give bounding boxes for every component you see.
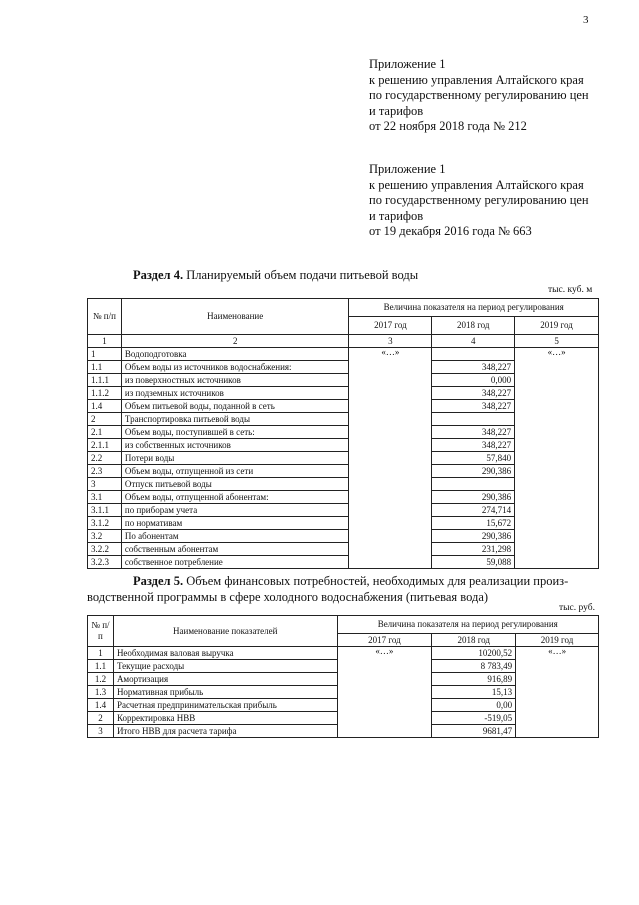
row-num: 1 [88,348,122,361]
appendix-line: к решению управления Алтайского края [369,177,584,192]
row-name: Текущие расходы [113,660,337,673]
row-num: 2.1 [88,426,122,439]
appendix-line: от 19 декабря 2016 года № 663 [369,224,532,238]
header-2018: 2018 год [432,634,516,647]
value-2017: «…» [337,647,432,738]
value-2018: 15,13 [432,686,516,699]
row-num: 1.1 [88,361,122,374]
appendix-line: по государственному регулированию цен [369,193,589,207]
section4-title-bold: Раздел 4. [133,268,184,282]
value-2018 [432,348,515,361]
row-num: 3.1.2 [88,517,122,530]
row-name: по приборам учета [121,504,349,517]
row-num: 3.2.3 [88,556,122,569]
row-name: Необходимая валовая выручка [113,647,337,660]
value-2018 [432,478,515,491]
appendix-line: и тарифов [369,103,424,118]
value-2018: 290,386 [432,491,515,504]
row-name: Объем питьевой воды, поданной в сеть [121,400,349,413]
value-2019: «…» [515,348,599,569]
row-name: Объем воды, отпущенной абонентам: [121,491,349,504]
section5-title-line2: водственной программы в сфере холодного водоснабжения (питьевая вода) [87,590,489,604]
value-2018: 10200,52 [432,647,516,660]
row-num: 2.1.1 [88,439,122,452]
row-num: 1.2 [88,673,114,686]
value-2018: 0,000 [432,374,515,387]
row-name: Объем воды из источников водоснабжения: [121,361,349,374]
row-name: Корректировка НВВ [113,712,337,725]
row-name: из поверхностных источников [121,374,349,387]
page-number: 3 [583,14,589,26]
col-number: 4 [432,335,515,348]
section5-table [87,615,599,738]
row-name: Расчетная предпринимательская прибыль [113,699,337,712]
value-2018: 8 783,49 [432,660,516,673]
header-2019: 2019 год [516,634,599,647]
row-num: 1.1.2 [88,387,122,400]
value-2018: 57,840 [432,452,515,465]
header-num: № п/п [88,616,114,647]
row-num: 1.1 [88,660,114,673]
section4-title-text: Планируемый объем подачи питьевой воды [183,268,419,282]
row-name: По абонентам [121,530,349,543]
row-name: Итого НВВ для расчета тарифа [113,725,337,738]
value-2018: 274,714 [432,504,515,517]
row-num: 2 [88,413,122,426]
section4-title [133,267,418,283]
appendix-line: от 22 ноября 2018 года № 212 [369,119,527,133]
row-name: Объем воды, поступившей в сеть: [121,426,349,439]
row-name: Отпуск питьевой воды [121,478,349,491]
row-num: 2 [88,712,114,725]
value-2018: 9681,47 [432,725,516,738]
section5-title-bold: Раздел 5. [133,574,184,588]
appendix-header-2016 [369,162,589,240]
row-num: 1.3 [88,686,114,699]
row-num: 1.4 [88,400,122,413]
row-name: из собственных источников [121,439,349,452]
row-num: 2.3 [88,465,122,478]
section5-title-text: Объем финансовых потребностей, необходимых для реализации произ- [183,574,569,588]
value-2017: «…» [349,348,432,569]
appendix-line: Приложение 1 [369,57,446,71]
value-2018: 290,386 [432,530,515,543]
row-num: 3.2.2 [88,543,122,556]
header-name: Наименование [121,299,349,335]
row-name: собственное потребление [121,556,349,569]
row-name: Амортизация [113,673,337,686]
header-num: № п/п [88,299,122,335]
row-name: из подземных источников [121,387,349,400]
value-2018: 231,298 [432,543,515,556]
section5-unit: тыс. руб. [559,603,595,613]
section4-table [87,298,599,569]
col-number: 5 [515,335,599,348]
value-2018: -519,05 [432,712,516,725]
row-name: по нормативам [121,517,349,530]
value-2018: 348,227 [432,400,515,413]
row-name: Объем воды, отпущенной из сети [121,465,349,478]
header-2018: 2018 год [432,317,515,335]
appendix-header-2018 [369,57,589,135]
value-2018: 916,89 [432,673,516,686]
row-num: 3 [88,478,122,491]
col-number: 2 [121,335,349,348]
row-num: 3.1 [88,491,122,504]
value-2018: 290,386 [432,465,515,478]
value-2018: 59,088 [432,556,515,569]
row-num: 3.2 [88,530,122,543]
value-2018: 348,227 [432,439,515,452]
value-2018: 348,227 [432,387,515,400]
header-2017: 2017 год [337,634,432,647]
header-2019: 2019 год [515,317,599,335]
col-number: 3 [349,335,432,348]
row-name: Нормативная прибыль [113,686,337,699]
row-num: 1.4 [88,699,114,712]
value-2018: 15,672 [432,517,515,530]
row-num: 3.1.1 [88,504,122,517]
value-2018: 348,227 [432,426,515,439]
header-period: Величина показателя на период регулирования [349,299,599,317]
row-num: 2.2 [88,452,122,465]
value-2018: 348,227 [432,361,515,374]
row-num: 1 [88,647,114,660]
row-name: Водоподготовка [121,348,349,361]
appendix-line: Приложение 1 [369,162,446,176]
appendix-line: по государственному регулированию цен [369,88,589,102]
appendix-line: к решению управления Алтайского края [369,72,584,87]
section5-title [87,573,599,605]
value-2019: «…» [516,647,599,738]
row-name: Потери воды [121,452,349,465]
row-name: собственным абонентам [121,543,349,556]
header-name: Наименование показателей [113,616,337,647]
table-row [88,348,599,361]
header-period: Величина показателя на период регулирования [337,616,598,634]
value-2018: 0,00 [432,699,516,712]
appendix-line: и тарифов [369,208,424,223]
header-2017: 2017 год [349,317,432,335]
row-num: 3 [88,725,114,738]
section4-unit: тыс. куб. м [548,285,593,295]
col-number: 1 [88,335,122,348]
row-num: 1.1.1 [88,374,122,387]
table-row [88,647,599,660]
row-name: Транспортировка питьевой воды [121,413,349,426]
value-2018 [432,413,515,426]
